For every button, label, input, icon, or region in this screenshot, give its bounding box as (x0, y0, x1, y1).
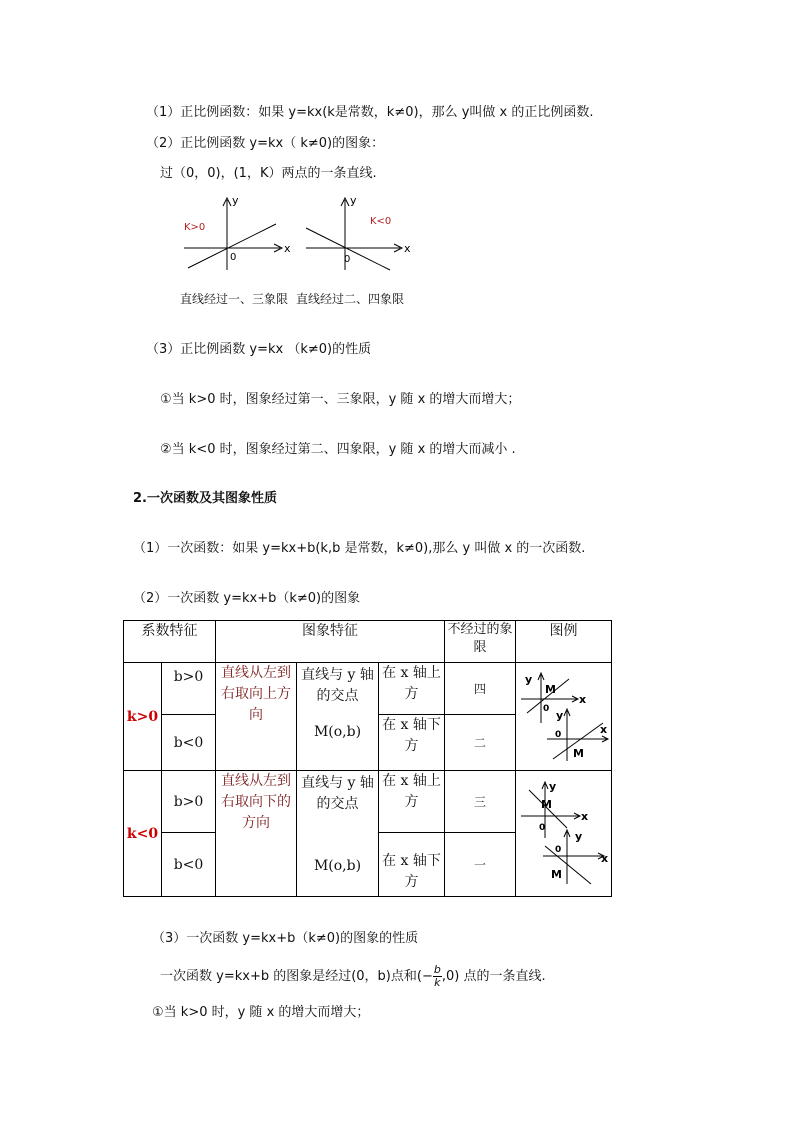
y-axis-label: y (350, 194, 357, 207)
graph1-caption: 直线经过一、三象限 (180, 292, 289, 306)
fraction-b-over-k: $\frac{b}{k}$ (433, 963, 441, 989)
svg-text:x: x (599, 722, 607, 736)
svg-text:x: x (578, 692, 586, 706)
legend-cell (516, 663, 612, 771)
header-legend: 图例 (516, 621, 612, 663)
svg-text:M: M (544, 682, 556, 696)
quadrant-not-passed: 一 (445, 833, 516, 897)
svg-text:M: M (540, 797, 552, 811)
proportional-properties-title: （3）正比例函数 y=kx （k≠0)的性质 (146, 342, 372, 357)
y-axis-label: y (232, 194, 239, 207)
below-x-axis: 在 x 轴下方 (379, 833, 445, 897)
legend-graph (517, 667, 611, 763)
property-k-negative: ②当 k<0 时，图象经过第二、四象限，y 随 x 的增大而减小 . (160, 442, 516, 457)
graph-k-positive (178, 192, 298, 272)
svg-text:0: 0 (538, 822, 545, 833)
svg-text:x: x (580, 809, 588, 823)
definition-proportional: （1）正比例函数：如果 y=kx(k是常数，k≠0)，那么 y叫做 x 的正比例函数. (146, 105, 594, 120)
points-text-b: ,0) 点的一条直线. (441, 969, 546, 984)
svg-text:y: y (574, 829, 582, 843)
proportional-graph-title: （2）正比例函数 y=kx（ k≠0)的图象： (146, 136, 385, 151)
above-x-axis: 在 x 轴上方 (379, 771, 445, 833)
svg-text:y: y (524, 672, 532, 686)
quadrant-not-passed: 三 (445, 771, 516, 833)
points-text-a: 一次函数 y=kx+b 的图象是经过(0，b)点和(− (160, 969, 433, 984)
k-positive-label: k>0 (124, 663, 162, 771)
svg-text:x: x (600, 851, 608, 865)
intersect-cell (297, 771, 379, 897)
property-k-positive: ①当 k>0 时，图象经过第一、三象限，y 随 x 的增大而增大； (160, 392, 521, 407)
header-quadrant: 不经过的象限 (445, 621, 516, 663)
header-coefficient: 系数特征 (124, 621, 216, 663)
section-heading: 2.一次函数及其图象性质 (133, 491, 277, 506)
svg-text:0: 0 (554, 729, 561, 740)
intersect-text: 直线与 y 轴的交点 (301, 775, 374, 812)
k-negative-label: k<0 (124, 771, 162, 897)
svg-text:M: M (572, 746, 584, 760)
b-positive-label: b>0 (162, 663, 216, 715)
graph2-caption: 直线经过二、四象限 (296, 292, 405, 306)
svg-text:0: 0 (554, 844, 561, 855)
direction-up: 直线从左到右取向上方向 (216, 663, 297, 771)
linear-graph-title: （2）一次函数 y=kx+b（k≠0)的图象 (133, 591, 361, 606)
intersect-text: 直线与 y 轴的交点 (301, 667, 374, 704)
legend-cell (516, 771, 612, 897)
point-text: M(o,b) (313, 724, 362, 740)
origin-label: 0 (344, 254, 351, 265)
quadrant-not-passed: 二 (445, 715, 516, 771)
intersect-cell (297, 663, 379, 771)
graph-k-negative (300, 192, 420, 272)
svg-text:y: y (548, 779, 556, 793)
direction-down: 直线从左到右取向下的方向 (216, 771, 297, 897)
svg-text:0: 0 (542, 703, 549, 714)
legend-graph (517, 776, 611, 888)
above-x-axis: 在 x 轴上方 (379, 663, 445, 715)
properties-table (123, 620, 612, 897)
below-x-axis: 在 x 轴下方 (379, 715, 445, 771)
x-axis-label: x (284, 242, 291, 255)
point-text: M(o,b) (313, 858, 362, 874)
proportional-graph-desc: 过（0，0)，(1，K）两点的一条直线. (160, 166, 377, 181)
k-label: K<0 (370, 216, 392, 227)
header-graph-features: 图象特征 (216, 621, 445, 663)
k-label: K>0 (184, 222, 206, 233)
svg-text:M: M (550, 867, 562, 881)
quadrant-not-passed: 四 (445, 663, 516, 715)
svg-text:y: y (555, 708, 563, 722)
b-negative-label: b<0 (162, 715, 216, 771)
x-axis-label: x (404, 242, 411, 255)
linear-property-k-positive: ①当 k>0 时，y 随 x 的增大而增大； (152, 1005, 370, 1020)
b-negative-label: b<0 (162, 833, 216, 897)
origin-label: 0 (230, 252, 237, 263)
linear-properties-title: （3）一次函数 y=kx+b（k≠0)的图象的性质 (152, 931, 419, 946)
definition-linear: （1）一次函数：如果 y=kx+b(k,b 是常数，k≠0),那么 y 叫做 x 的一次函数. (133, 541, 586, 556)
b-positive-label: b>0 (162, 771, 216, 833)
linear-graph-points (160, 964, 546, 989)
